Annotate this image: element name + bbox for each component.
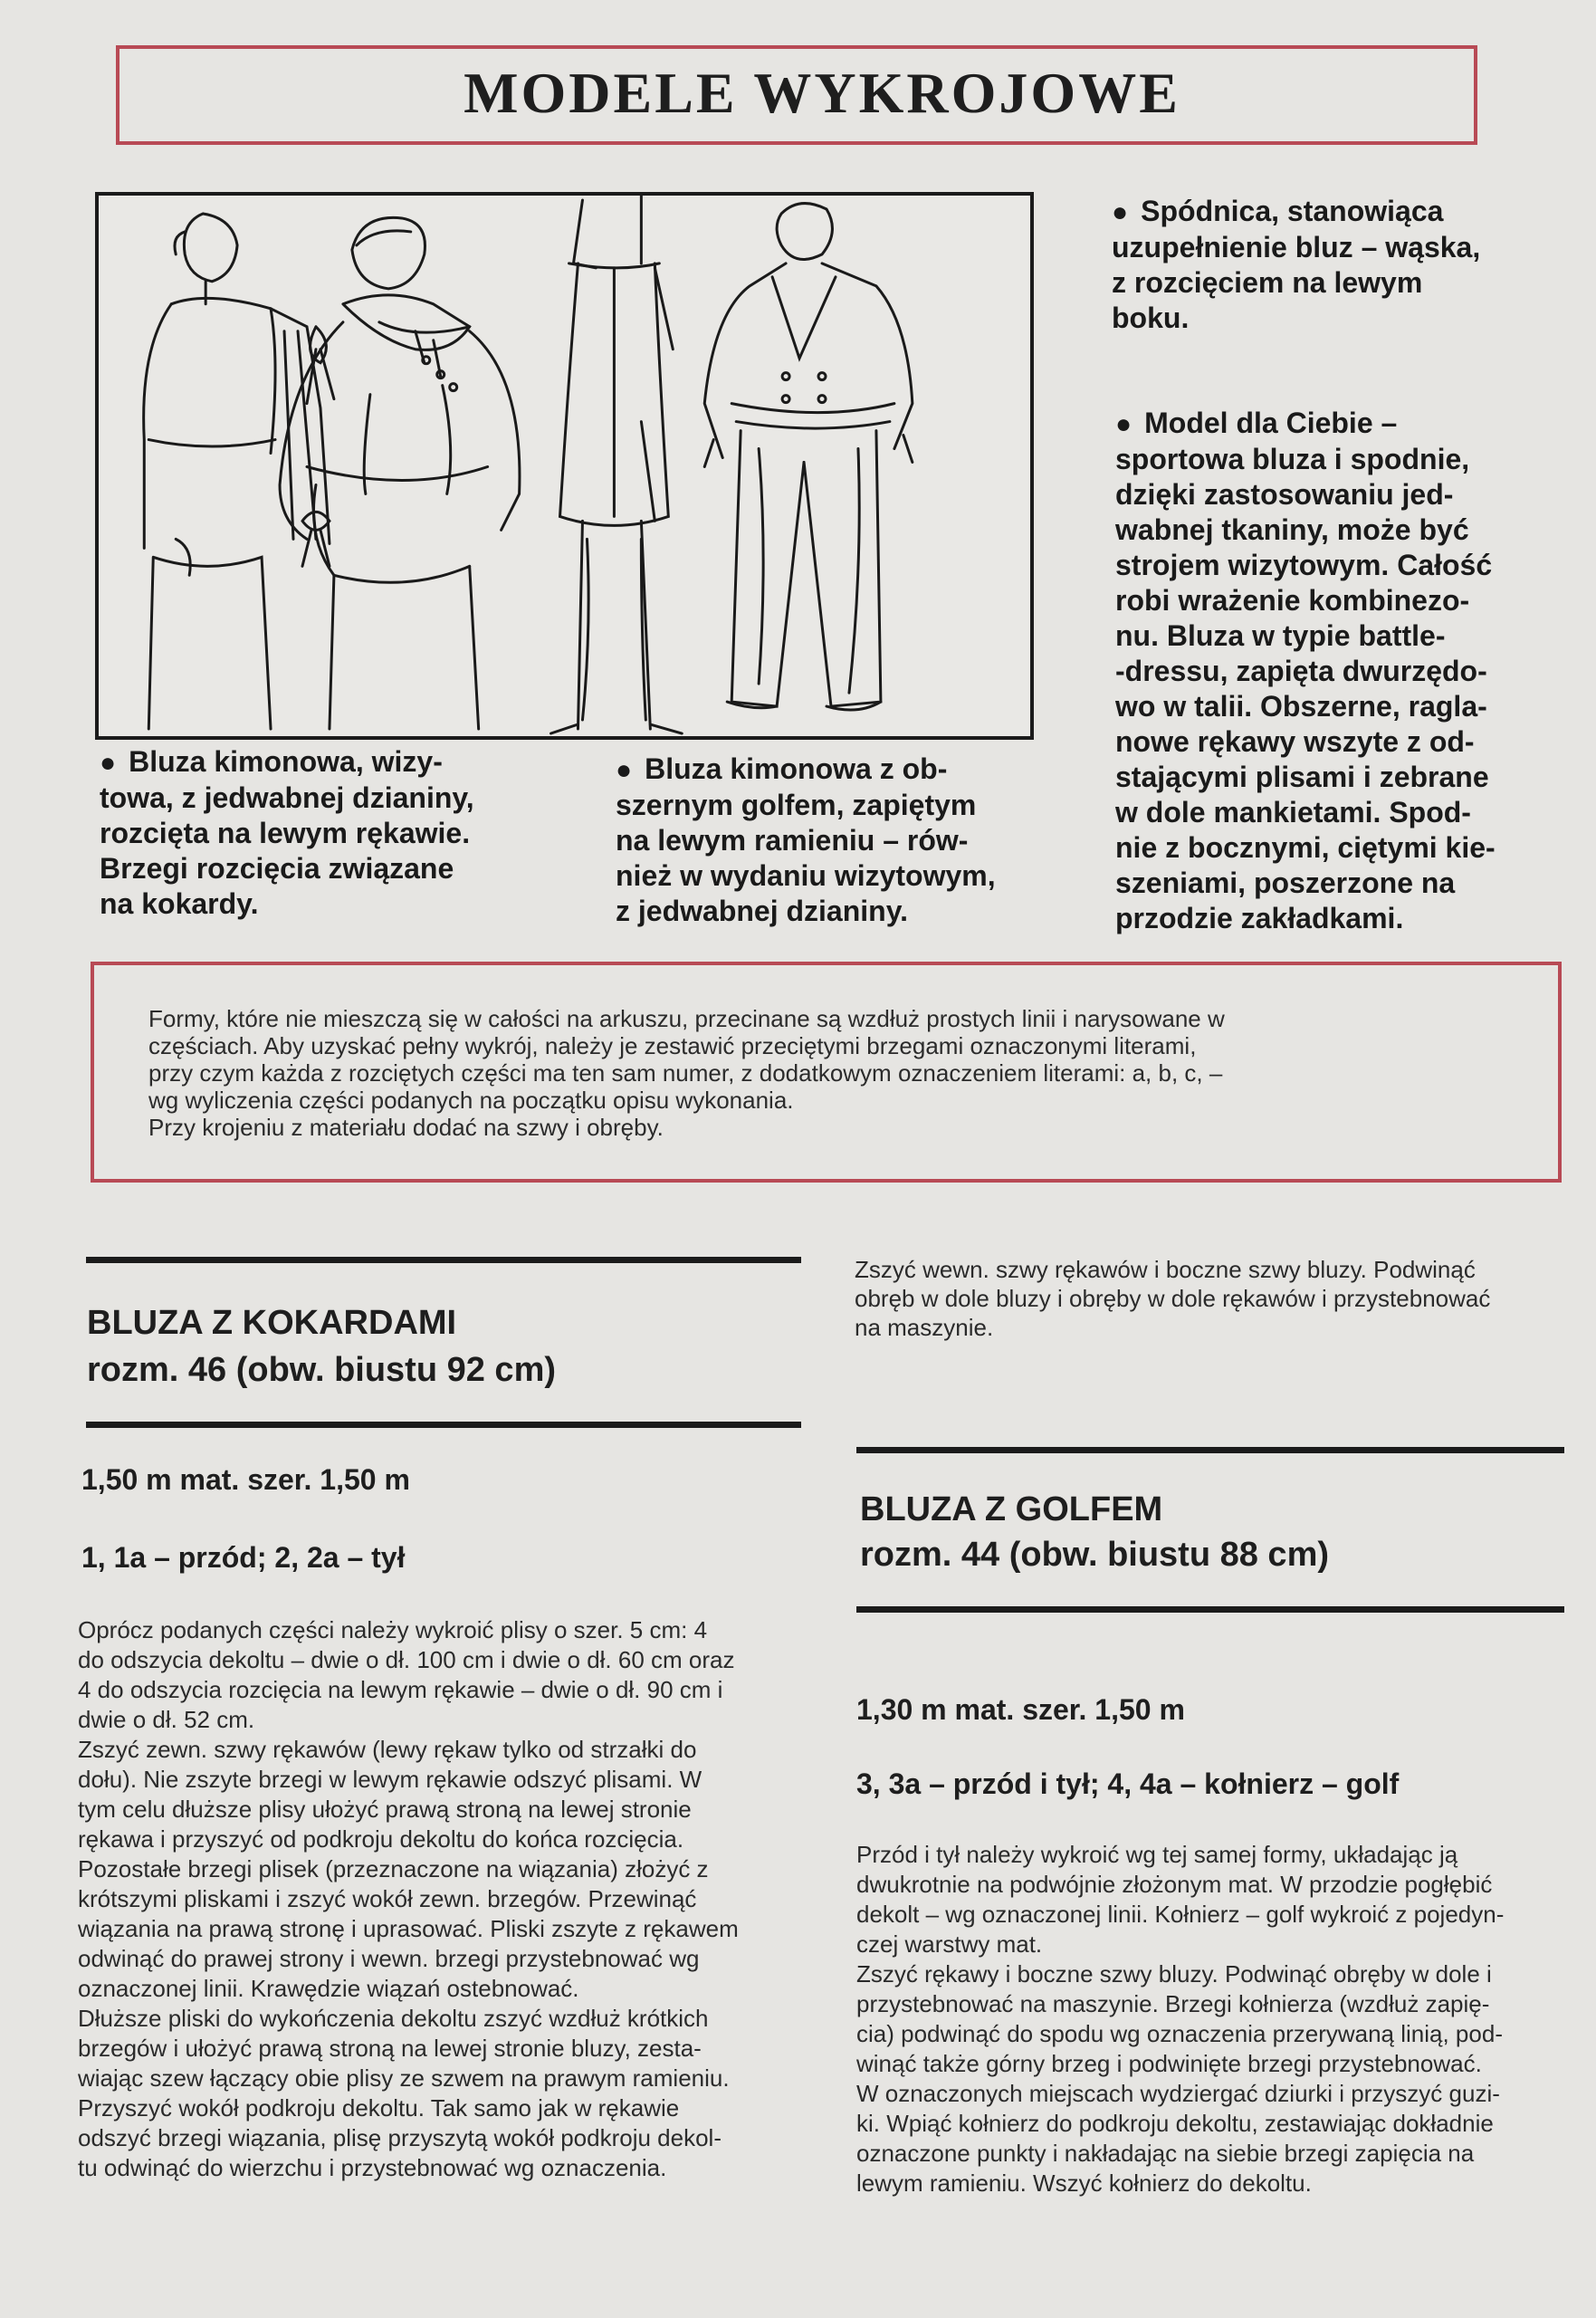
section2-instructions bbox=[856, 1840, 1563, 2198]
instruction-paragraph: Zszyć rękawy i boczne szwy bluzy. Podwinąć obręby w dole i przystebnować na maszynie. Brzegi kołnierza (wzdłuż zapię- cia) podwinąć do spodu wg oznaczenia przerywaną linią, pod- winąć także górny brzeg i podwinięte brzegi przystebnować. W oznaczonych miejscach wydziergać dziurki i przyszyć guzi- ki. Wpiąć kołnierz do podkroju dekoltu, zestawiając dokładnie oznaczone punkty i nakładając na siebie brzegi zapięcia na lewym ramieniu. Wszyć kołnierz do dekoltu. bbox=[856, 1960, 1503, 2197]
bullet-icon: ● bbox=[616, 755, 633, 785]
instruction-paragraph: Zszyć zewn. szwy rękawów (lewy rękaw tylko od strzałki do dołu). Nie zszyte brzegi w lewym rękawie odszyć plisami. W tym celu dłuższe plisy ułożyć prawą stroną na lewej stronie rękawa i przyszyć od podkroju dekoltu do końca rozcięcia. Pozostałe brzegi plisek (przeznaczone na wiązania) złożyć z krótszymi pliskami i zszyć wokół zewn. brzegów. Przewinąć wiązania na prawą stronę i uprasować. Pliski zszyte z rękawem odwinąć do prawej strony i wewn. brzegi przystebnować wg oznaczonej linii. Krawędzie wiązań ostebnować. bbox=[78, 1736, 739, 2002]
section1-material: 1,50 m mat. szer. 1,50 m bbox=[81, 1463, 410, 1496]
section1-continuation: Zszyć wewn. szwy rękawów i boczne szwy bluzy. Podwinąć obręb w dole bluzy i obręby w dole rękawów i przystebnować na maszynie. bbox=[855, 1256, 1491, 1341]
section1-parts: 1, 1a – przód; 2, 2a – tył bbox=[81, 1541, 406, 1574]
instruction-paragraph: Dłuższe pliski do wykończenia dekoltu zszyć wzdłuż krótkich brzegów i ułożyć prawą stroną na lewej stronie bluzy, zesta- wiając szew łączący obie plisy ze szwem na prawym ramieniu. Przyszyć wokół podkroju dekoltu. Tak samo jak w rękawie odszyć brzegi wiązania, plisę przyszytą wokół podkroju dekol- tu odwinąć do wierzchu i przystebnować wg oznaczenia. bbox=[78, 2005, 730, 2181]
info-line: wg wyliczenia części podanych na początku opisu wykonania. bbox=[148, 1087, 794, 1114]
section2-title: BLUZA Z GOLFEM bbox=[860, 1490, 1163, 1528]
info-line: Przy krojeniu z materiału dodać na szwy i obręby. bbox=[148, 1114, 664, 1141]
caption-battle-dress: ● Model dla Ciebie – sportowa bluza i spodnie, dzięki zastosowaniu jed- wabnej tkaniny, może być strojem wizytowym. Całość robi wrażenie kombinezo- nu. Bluza w typie battle- -dressu, zapięta dwurzędo- wo w talii. Obszerne, ragla- nowe rękawy wszyte z od- stającymi plisami i zebrane w dole mankietami. Spod- nie z bocznymi, ciętymi kie- szeniami, poszerzone na przodzie zakładkami. bbox=[1115, 407, 1496, 934]
caption-golf-blouse: ● Bluza kimonowa z ob- szernym golfem, zapiętym na lewym ramieniu – rów- nież w wydaniu wizytowym, z jedwabnej dzianiny. bbox=[616, 752, 996, 927]
bullet-icon: ● bbox=[1115, 409, 1132, 439]
section-divider bbox=[856, 1447, 1564, 1453]
info-line: częściach. Aby uzyskać pełny wykrój, należy je zestawić przeciętymi brzegami oznaczonymi literami, bbox=[148, 1032, 1197, 1059]
info-line: przy czym każda z rozciętych części ma ten sam numer, z dodatkowym oznaczeniem literami: a, b, c, – bbox=[148, 1059, 1223, 1087]
figure-battle-dress bbox=[704, 204, 913, 710]
page-title: MODELE WYKROJOWE bbox=[464, 61, 1180, 125]
pattern-info-box bbox=[91, 962, 1562, 1183]
section2-material: 1,30 m mat. szer. 1,50 m bbox=[856, 1693, 1185, 1726]
section1-title: BLUZA Z KOKARDAMI bbox=[87, 1304, 457, 1342]
section2-size: rozm. 44 (obw. biustu 88 cm) bbox=[860, 1536, 1330, 1574]
instruction-paragraph: Przód i tył należy wykroić wg tej samej formy, układając ją dwukrotnie na podwójnie złożonym mat. W przodzie pogłębić dekolt – wg oznaczonej linii. Kołnierz – golf wykroić z pojedyn- czej warstwy mat. bbox=[856, 1841, 1505, 1958]
section1-instructions bbox=[78, 1615, 811, 2183]
caption-kimono-blouse: ● Bluza kimonowa, wizy- towa, z jedwabnej dzianiny, rozcięta na lewym rękawie. Brzegi rozcięcia związane na kokardy. bbox=[100, 745, 474, 920]
instruction-paragraph: Oprócz podanych części należy wykroić plisy o szer. 5 cm: 4 do odszycia dekoltu – dwie o dł. 100 cm i dwie o dł. 60 cm oraz 4 do odszycia rozcięcia na lewym rękawie – dwie o dł. 90 cm i dwie o dł. 52 cm. bbox=[78, 1616, 735, 1733]
info-line: Formy, które nie mieszczą się w całości na arkuszu, przecinane są wzdłuż prostych linii i narysowane w bbox=[148, 1005, 1225, 1032]
fashion-sketch-illustration bbox=[95, 192, 1034, 740]
figure-kimono-blouse bbox=[144, 214, 334, 729]
figure-golf-blouse bbox=[280, 217, 520, 729]
figure-skirt bbox=[551, 196, 683, 733]
bullet-icon: ● bbox=[100, 748, 117, 778]
section1-size: rozm. 46 (obw. biustu 92 cm) bbox=[87, 1351, 557, 1389]
bullet-icon: ● bbox=[1112, 197, 1129, 227]
section-divider bbox=[86, 1422, 801, 1428]
section-divider bbox=[86, 1257, 801, 1263]
section-divider bbox=[856, 1606, 1564, 1613]
section2-parts: 3, 3a – przód i tył; 4, 4a – kołnierz – golf bbox=[856, 1767, 1400, 1800]
caption-skirt: ● Spódnica, stanowiąca uzupełnienie bluz – wąska, z rozcięciem na lewym boku. bbox=[1112, 195, 1481, 334]
